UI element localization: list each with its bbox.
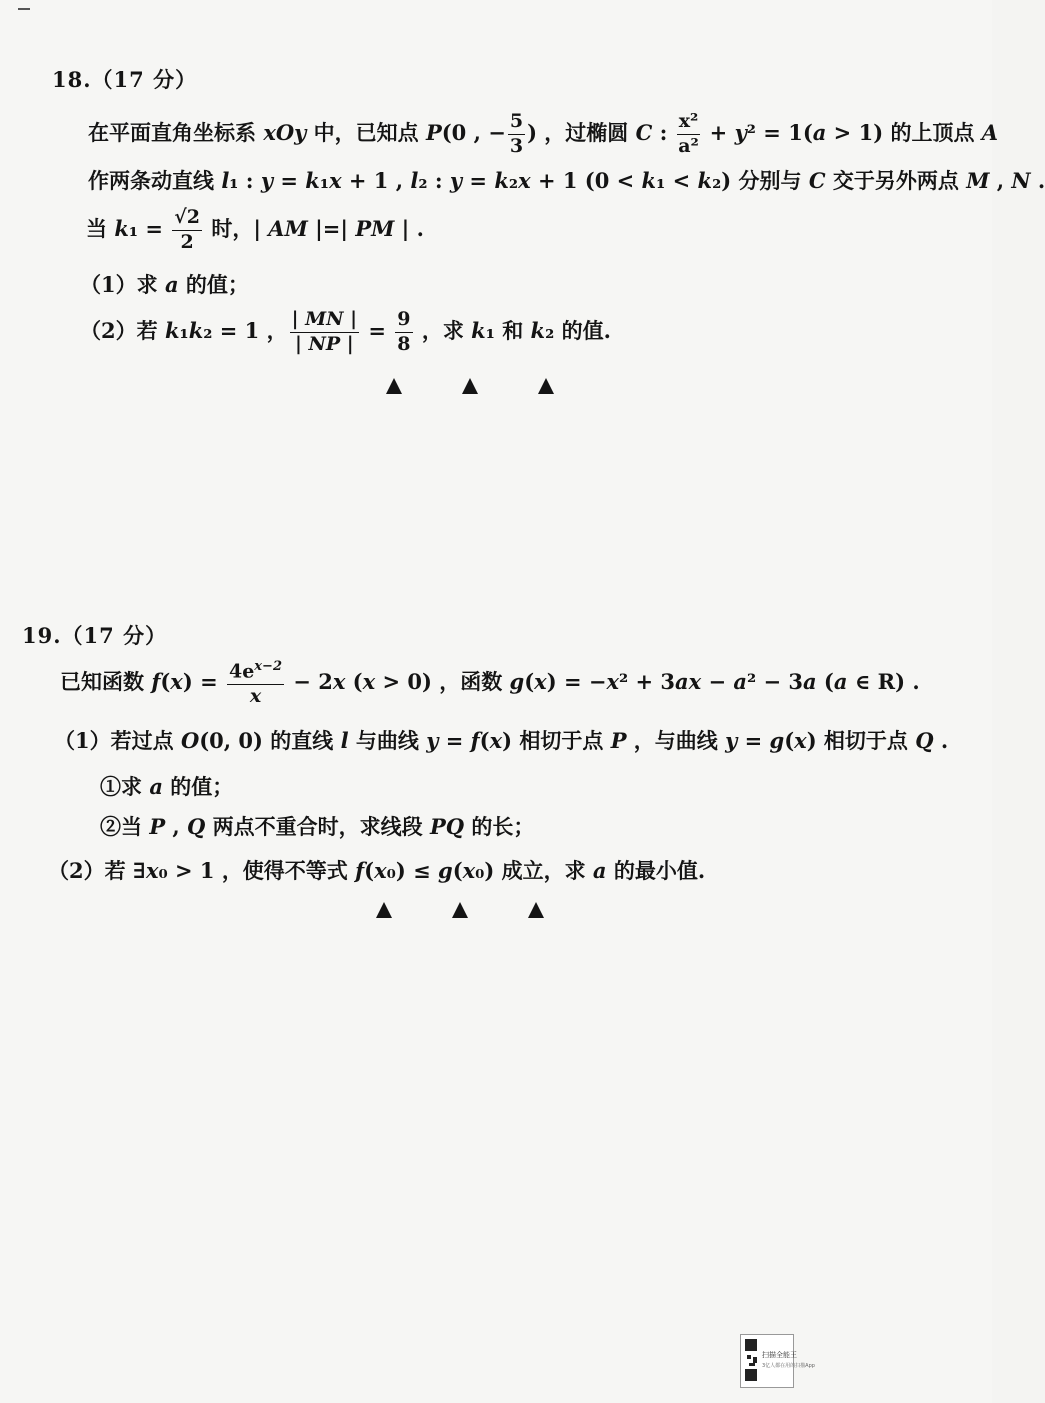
fraction-mn-np: $\frac{| MN |}{| NP |}$ — [291, 308, 358, 355]
q19-part-1a: ①求 a 的值； — [100, 774, 234, 799]
question-number: 19. — [22, 623, 62, 648]
triangle-icon — [528, 902, 544, 918]
q18-part-1: （1）求 a 的值； — [80, 272, 249, 297]
question-19-header — [22, 620, 167, 650]
q19-line-1: 已知函数 f(x) = $\frac{4e^{x-2}}{x}$ − 2x (x > 0) ，函数 g(x) = −x² + 3ax − a² − 3a (a ∈ R) . — [60, 659, 920, 708]
end-marker-18 — [386, 378, 554, 394]
question-18-header — [52, 64, 197, 94]
q18-line-3: 当 k₁ = $\frac{√2}{2}$ 时，| AM |=| PM | . — [86, 206, 424, 253]
question-score: （17 分） — [61, 623, 168, 648]
triangle-icon — [538, 378, 554, 394]
fraction-5-3: $\frac{5}{3}$ — [509, 110, 524, 157]
scanner-app-logo: 扫描全能王 — [762, 1351, 797, 1359]
fraction-sqrt2-2: $\frac{√2}{2}$ — [174, 206, 201, 253]
fraction-4e-x: $\frac{4e^{x-2}}{x}$ — [228, 659, 282, 708]
q19-part-1b: ②当 P , Q 两点不重合时，求线段 PQ 的长； — [100, 814, 535, 839]
question-number: 18. — [52, 67, 92, 92]
q19-part-1: （1）若过点 O(0, 0) 的直线 l 与曲线 y = f(x) 相切于点 P ，与曲线 y = g(x) 相切于点 Q . — [54, 728, 949, 753]
fraction-9-8: $\frac{9}{8}$ — [397, 308, 411, 355]
triangle-icon — [462, 378, 478, 394]
q18-part-2: （2）若 k₁k₂ = 1 ， $\frac{| MN |}{| NP |}$ = $\frac{9}{8}$ ，求 k₁ 和 k₂ 的值. — [80, 308, 611, 355]
q19-part-2: （2）若 ∃x₀ > 1 ，使得不等式 f(x₀) ≤ g(x₀) 成立，求 a 的最小值. — [48, 858, 706, 883]
fraction-x2-a2: $\frac{\text{x²}}{\text{a²}}$ — [678, 110, 699, 157]
triangle-icon — [452, 902, 468, 918]
q18-line-2: 作两条动直线 l₁ : y = k₁x + 1 , l₂ : y = k₂x + 1 (0 < k₁ < k₂) 分别与 C 交于另外两点 M , N . — [88, 168, 1045, 193]
scan-mark — [18, 8, 30, 10]
triangle-icon — [376, 902, 392, 918]
scanner-app-tagline: 3亿人都在用的扫描App — [762, 1363, 815, 1369]
question-score: （17 分） — [91, 67, 198, 92]
qr-code-icon — [740, 1334, 794, 1388]
triangle-icon — [386, 378, 402, 394]
end-marker-19 — [376, 902, 544, 918]
q18-line-1: 在平面直角坐标系 xOy 中，已知点 P(0 , − $\frac{5}{3}$ ) ，过椭圆 C : $\frac{\text{x²}}{\text{a²}}$ + y² = 1(a > 1) 的上顶点 A — [88, 110, 999, 157]
